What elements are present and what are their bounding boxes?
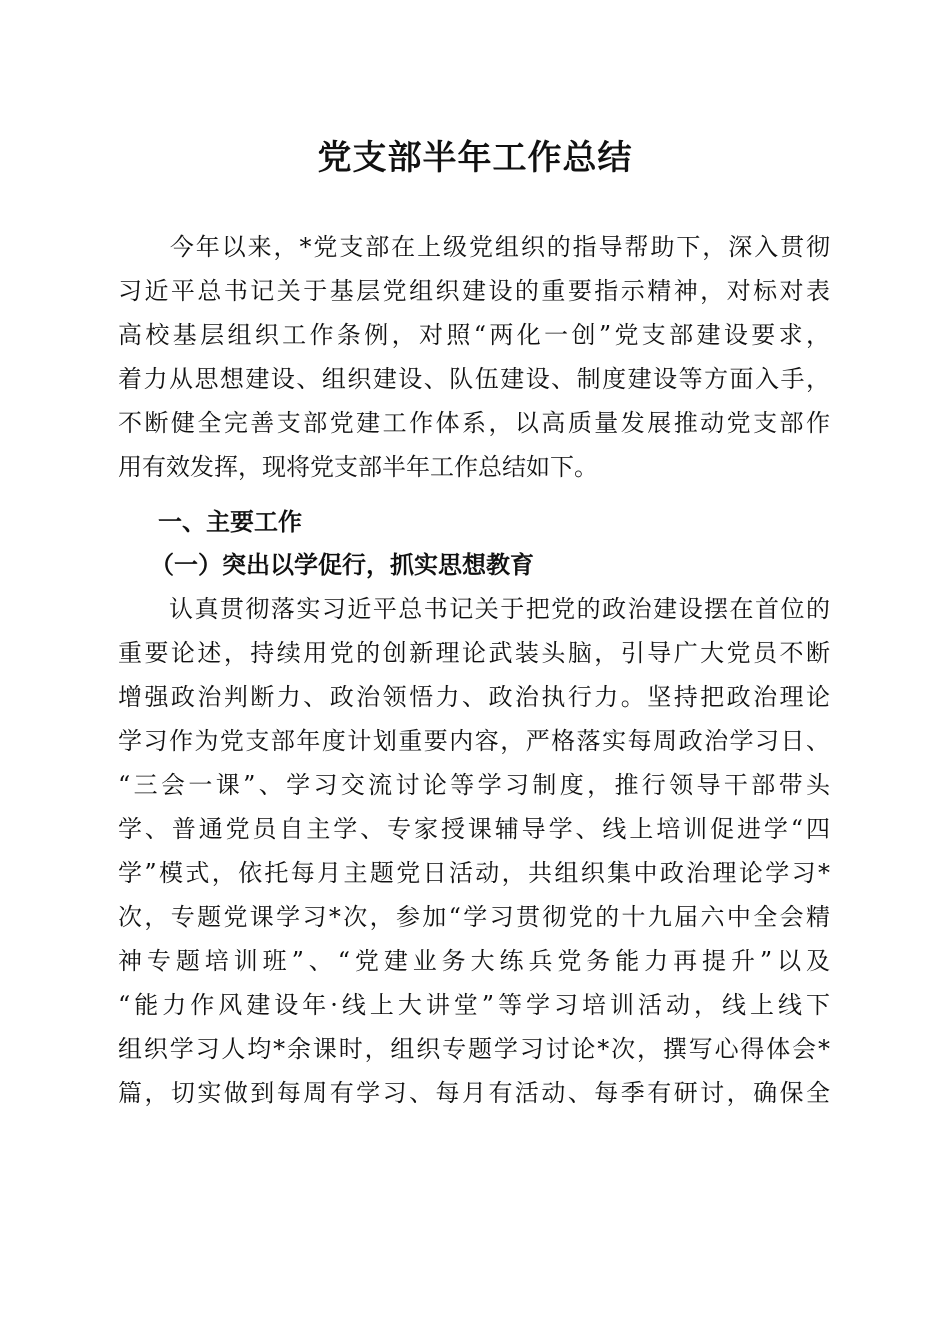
paragraph-line: 重要论述，持续用党的创新理论武装头脑，引导广大党员不断 [118,639,830,667]
intro-line: 用有效发挥，现将党支部半年工作总结如下。 [118,453,598,481]
paragraph-line: 认真贯彻落实习近平总书记关于把党的政治建设摆在首位的 [118,595,830,623]
paragraph-line: 学”模式，依托每月主题党日活动，共组织集中政治理论学习* [118,859,830,887]
paragraph-line: “能力作风建设年·线上大讲堂”等学习培训活动，线上线下 [118,991,830,1019]
paragraph-line: 学、普通党员自主学、专家授课辅导学、线上培训促进学“四 [118,815,830,843]
paragraph-line: 神专题培训班”、“党建业务大练兵党务能力再提升”以及 [118,947,830,975]
subsection-heading-thought-education: （一）突出以学促行，抓实思想教育 [150,550,534,579]
intro-line: 习近平总书记关于基层党组织建设的重要指示精神，对标对表 [118,277,830,305]
paragraph-line: 篇，切实做到每周有学习、每月有活动、每季有研讨，确保全 [118,1079,830,1107]
intro-line: 不断健全完善支部党建工作体系，以高质量发展推动党支部作 [118,409,830,437]
paragraph-line: “三会一课”、学习交流讨论等学习制度，推行领导干部带头 [118,771,830,799]
section-heading-main-work: 一、主要工作 [158,508,302,536]
paragraph-line: 组织学习人均*余课时，组织专题学习讨论*次，撰写心得体会* [118,1035,830,1063]
paragraph-line: 次，专题党课学习*次，参加“学习贯彻党的十九届六中全会精 [118,903,830,931]
intro-line: 高校基层组织工作条例，对照“两化一创”党支部建设要求， [118,321,830,349]
document-title: 党支部半年工作总结 [317,138,633,178]
paragraph-line: 学习作为党支部年度计划重要内容，严格落实每周政治学习日、 [118,727,830,755]
thought-education-paragraph [118,587,830,1115]
paragraph-line: 增强政治判断力、政治领悟力、政治执行力。坚持把政治理论 [118,683,830,711]
intro-line: 着力从思想建设、组织建设、队伍建设、制度建设等方面入手， [118,365,830,393]
intro-line: 今年以来，*党支部在上级党组织的指导帮助下，深入贯彻 [118,233,830,261]
intro-paragraph [118,225,830,489]
